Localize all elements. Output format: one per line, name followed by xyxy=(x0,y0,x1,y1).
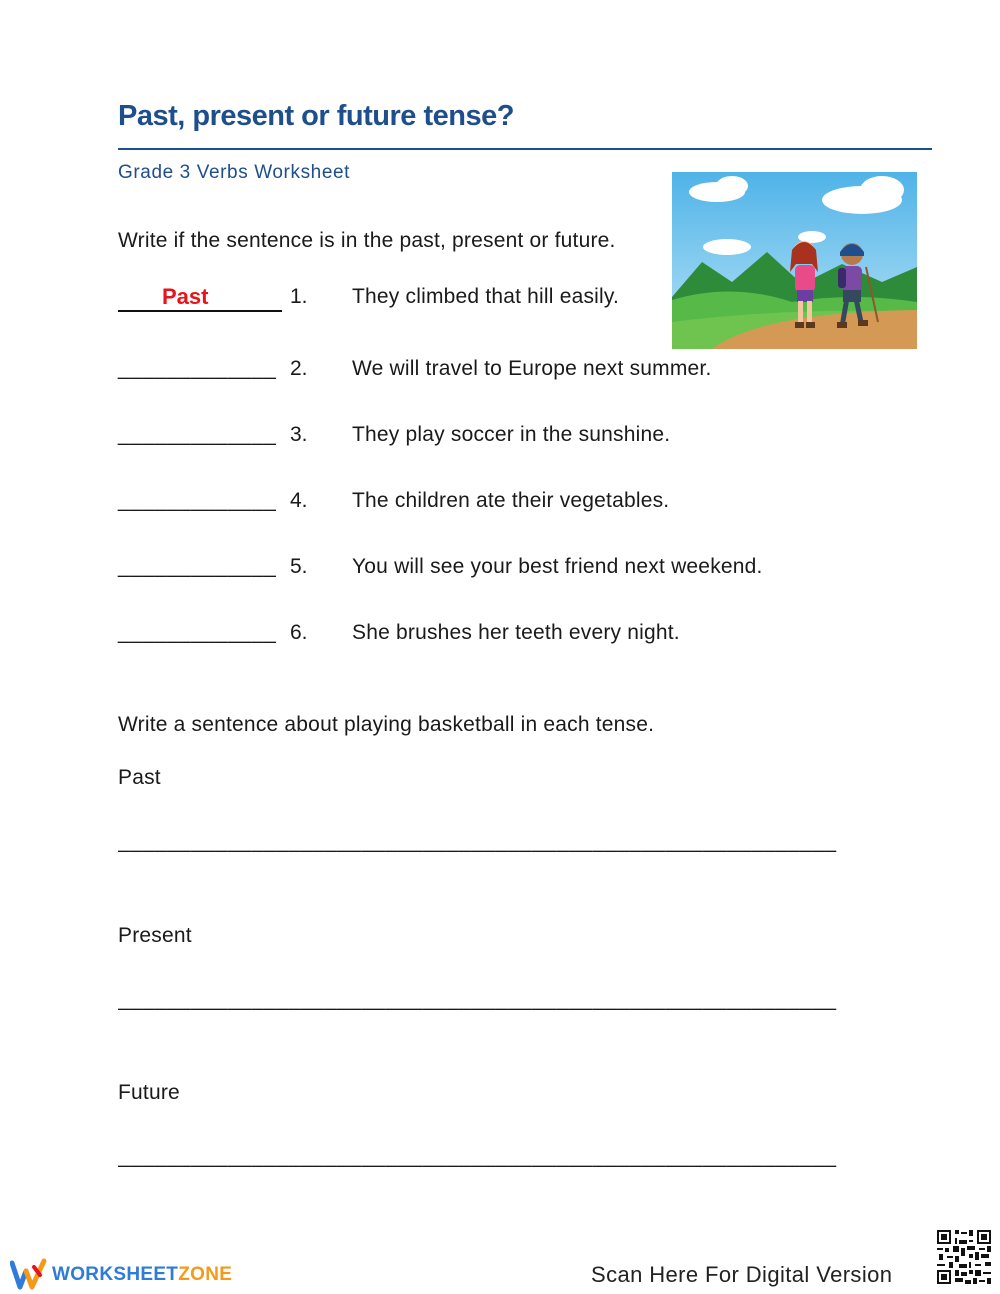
answer-blank-3[interactable]: _____________ xyxy=(118,423,277,446)
question-text: We will travel to Europe next summer. xyxy=(352,357,712,380)
title-divider xyxy=(118,148,932,150)
tense-label-past: Past xyxy=(118,766,161,789)
page-subtitle: Grade 3 Verbs Worksheet xyxy=(118,162,351,183)
question-text: She brushes her teeth every night. xyxy=(352,621,680,644)
question-text: They climbed that hill easily. xyxy=(352,285,620,308)
question-number: 1. xyxy=(290,285,308,308)
question-number: 5. xyxy=(290,555,308,578)
question-text: You will see your best friend next weekend. xyxy=(352,555,763,578)
question-number: 4. xyxy=(290,489,308,512)
question-number: 3. xyxy=(290,423,308,446)
question-text: They play soccer in the sunshine. xyxy=(352,423,671,446)
question-number: 2. xyxy=(290,357,308,380)
tense-label-future: Future xyxy=(118,1081,180,1104)
answer-blank-2[interactable]: _____________ xyxy=(118,357,277,380)
question-number: 6. xyxy=(290,621,308,644)
instruction-basketball: Write a sentence about playing basketball in each tense. xyxy=(118,713,655,736)
scan-caption: Scan Here For Digital Version xyxy=(591,1262,893,1287)
writing-line-future[interactable]: ___________________________________________________________ xyxy=(118,1145,837,1168)
instruction-tense: Write if the sentence is in the past, present or future. xyxy=(118,229,616,252)
question-text: The children ate their vegetables. xyxy=(352,489,670,512)
worksheetzone-logo-icon xyxy=(10,1257,48,1291)
example-answer: Past xyxy=(162,284,209,309)
writing-line-present[interactable]: ___________________________________________________________ xyxy=(118,988,837,1011)
logo-zone: ZONE xyxy=(178,1264,233,1285)
worksheetzone-logo-text[interactable] xyxy=(52,1264,232,1286)
tense-label-present: Present xyxy=(118,924,192,947)
answer-blank-4[interactable]: _____________ xyxy=(118,489,277,512)
example-answer-field[interactable] xyxy=(118,284,282,312)
writing-line-past[interactable]: ___________________________________________________________ xyxy=(118,830,837,853)
hiking-kids-illustration xyxy=(672,172,917,349)
qr-code-icon[interactable] xyxy=(935,1228,993,1286)
page-title: Past, present or future tense? xyxy=(118,100,514,132)
answer-blank-5[interactable]: _____________ xyxy=(118,555,277,578)
answer-blank-6[interactable]: _____________ xyxy=(118,621,277,644)
logo-worksheet: WORKSHEET xyxy=(52,1264,179,1285)
answer-blank-1[interactable] xyxy=(118,284,282,312)
